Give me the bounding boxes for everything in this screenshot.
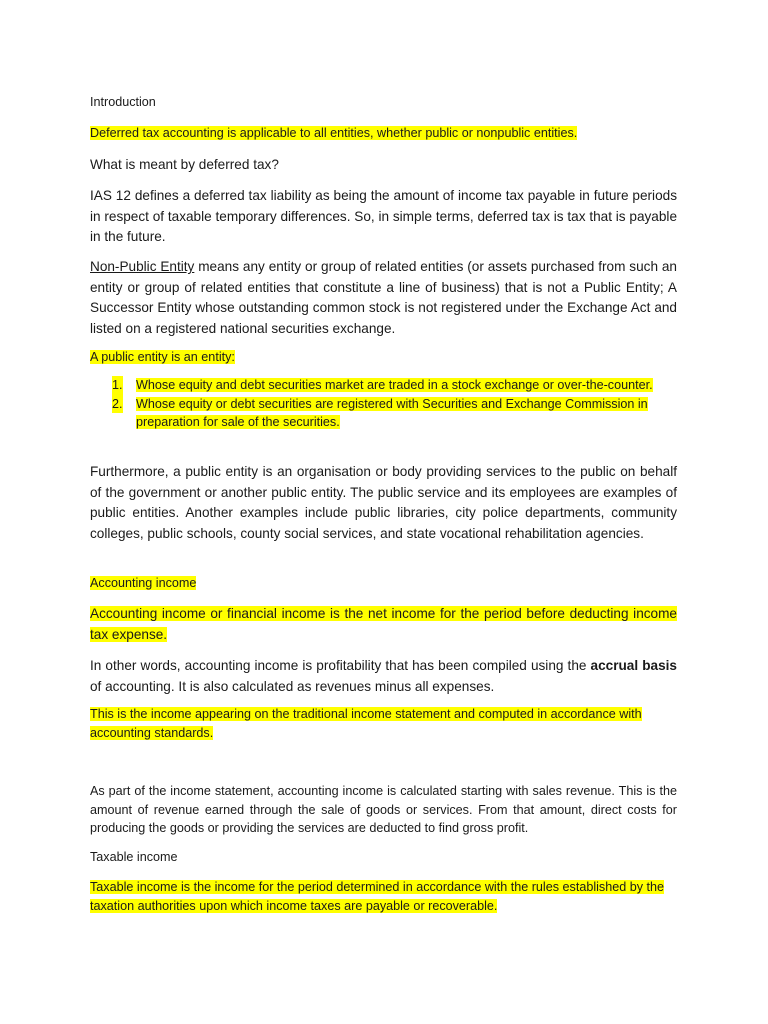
applicable-paragraph: [90, 124, 577, 143]
other-words-paragraph: [90, 656, 677, 697]
heading-accounting-income-text: Accounting income: [90, 576, 197, 590]
traditional-paragraph: [90, 705, 677, 742]
taxable-definition-highlight: Taxable income is the income for the period determined in accordance with the rules established by the taxation authorities upon which income taxes are payable or recoverable.: [90, 880, 665, 913]
accrual-basis-term: accrual basis: [590, 658, 677, 673]
income-statement-paragraph: [90, 782, 677, 838]
traditional-highlight: This is the income appearing on the traditional income statement and computed in accordance with accounting standards.: [90, 707, 642, 740]
nonpublic-term: Non-Public Entity: [90, 259, 195, 274]
accounting-definition-highlight: Accounting income or financial income is the net income for the period before deducting income tax expense.: [90, 606, 677, 642]
accounting-definition-paragraph: [90, 604, 677, 645]
heading-taxable-income-text: Taxable income: [90, 850, 178, 864]
list-number: 1.: [112, 376, 123, 395]
other-words-text-a: In other words, accounting income is profitability that has been compiled using the: [90, 658, 591, 673]
list-text: Whose equity and debt securities market are traded in a stock exchange or over-the-counter.: [136, 378, 653, 392]
question-deferred: [90, 155, 677, 176]
list-item: [90, 395, 677, 432]
furthermore-text: Furthermore, a public entity is an organisation or body providing services to the public on behalf of the government or another public entity. The public service and its employees are examples of public entities. Another examples include public libraries, city police departments, community colleges, public schools, county social services, and state vocational rehabilitation agencies.: [90, 464, 677, 541]
question-deferred-text: What is meant by deferred tax?: [90, 157, 279, 172]
list-number: 2.: [112, 395, 123, 414]
nonpublic-paragraph: [90, 257, 677, 339]
ias12-paragraph: [90, 186, 677, 248]
ias12-text: IAS 12 defines a deferred tax liability as being the amount of income tax payable in future periods in respect of taxable temporary differences. So, in simple terms, deferred tax is tax that is payable in the future.: [90, 188, 677, 244]
applicable-highlight: Deferred tax accounting is applicable to all entities, whether public or nonpublic entities.: [90, 126, 578, 140]
income-statement-text: As part of the income statement, accounting income is calculated starting with sales revenue. This is the amount of revenue earned through the sale of goods or services. From that amount, direct costs for producing the goods or providing the services are deducted to find gross profit.: [90, 784, 677, 835]
heading-introduction: [90, 93, 156, 112]
heading-introduction-text: Introduction: [90, 95, 156, 109]
public-entity-paragraph: [90, 348, 235, 367]
heading-accounting-income: [90, 574, 196, 593]
public-entity-list: [90, 376, 677, 432]
nonpublic-definition: means any entity or group of related entities (or assets purchased from such an entity or group of related entities that constitute a line of business) that is not a Public Entity; A Successor Entity whose outstanding common stock is not registered under the Exchange Act and listed on a registered national securities exchange.: [90, 259, 677, 336]
public-entity-highlight: A public entity is an entity:: [90, 350, 235, 364]
list-item: [90, 376, 677, 395]
heading-taxable-income: [90, 848, 178, 867]
list-text: Whose equity or debt securities are registered with Securities and Exchange Commission in preparation for sale of the securities.: [136, 396, 648, 429]
furthermore-paragraph: [90, 462, 677, 544]
taxable-definition-paragraph: [90, 878, 677, 915]
other-words-text-b: of accounting. It is also calculated as revenues minus all expenses.: [90, 678, 495, 694]
